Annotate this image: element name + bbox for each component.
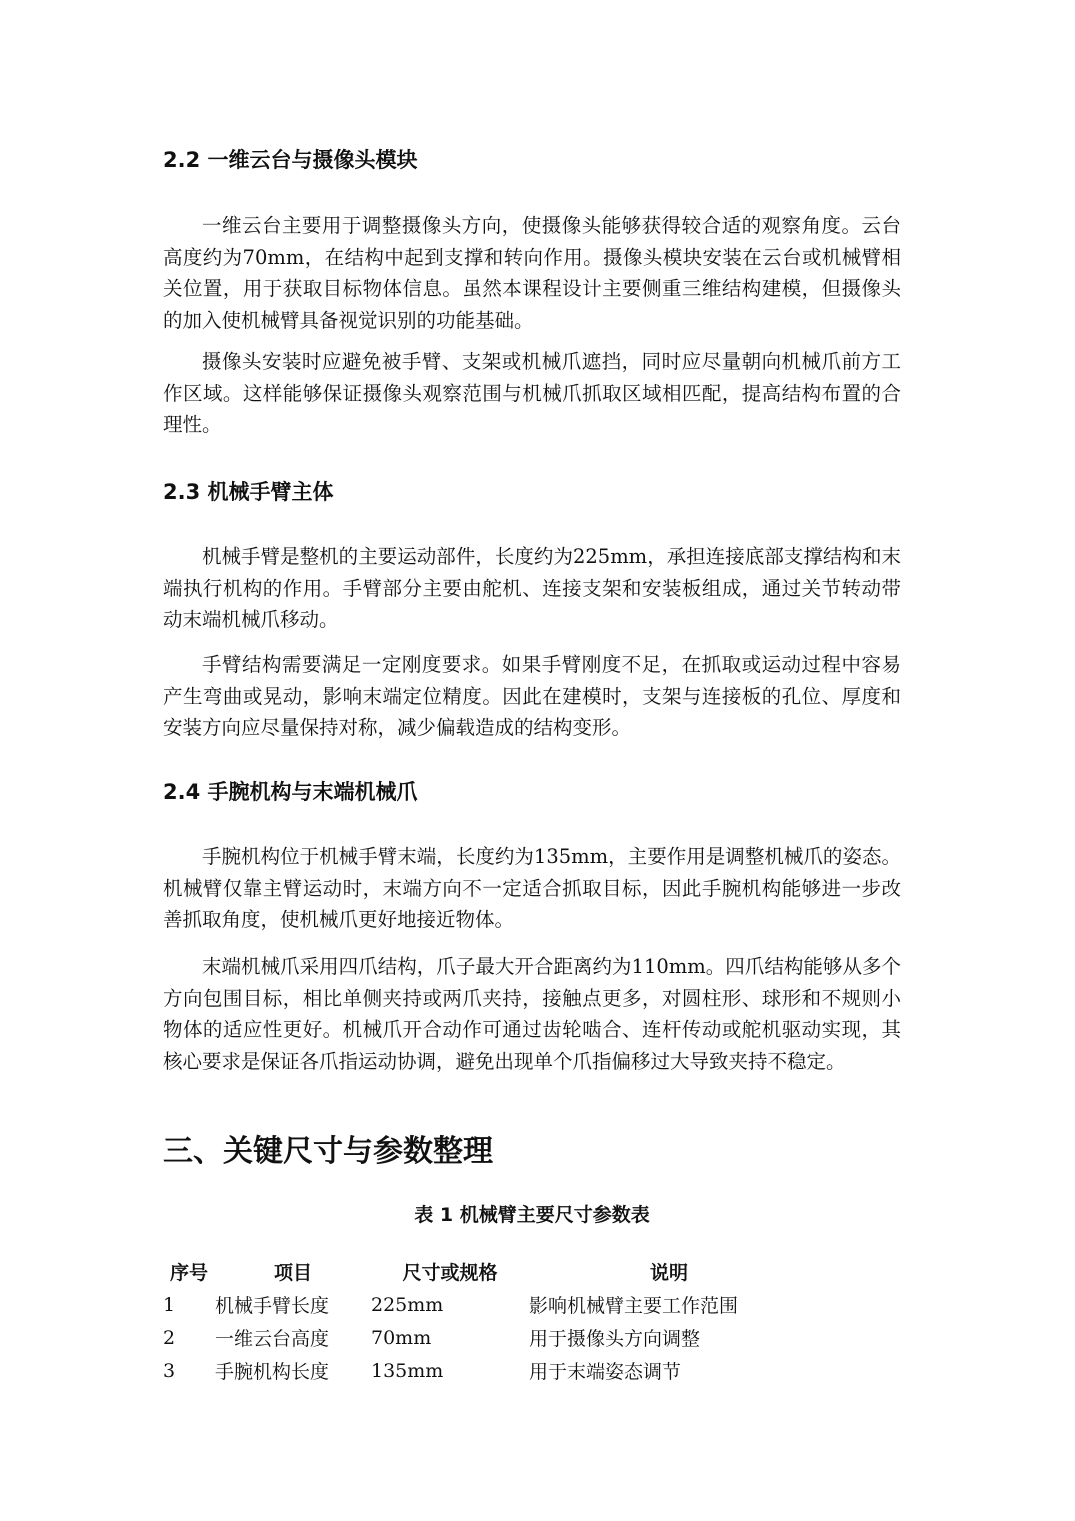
paragraph-2-4-2: 末端机械爪采用四爪结构，爪子最大开合距离约为110mm。四爪结构能够从多个方向包围目标，相比单侧夹持或两爪夹持，接触点更多，对圆柱形、球形和不规则小物体的适应性更好。机械爪开合动作可通过齿轮啮合、连杆传动或舵机驱动实现，其核心要求是保证各爪指运动协调，避免出现单个爪指偏移过大导致夹持不稳定。 — [163, 955, 901, 1073]
paragraph-2-3-2: 手臂结构需要满足一定刚度要求。如果手臂刚度不足，在抓取或运动过程中容易产生弯曲或晃动，影响末端定位精度。因此在建模时，支架与连接板的孔位、厚度和安装方向应尽量保持对称，减少偏载造成的结构变形。 — [163, 653, 901, 739]
paragraph-2-2-2: 摄像头安装时应避免被手臂、支架或机械爪遮挡，同时应尽量朝向机械爪前方工作区域。这样能够保证摄像头观察范围与机械爪抓取区域相匹配，提高结构布置的合理性。 — [163, 350, 901, 436]
cell-item: 一维云台高度 — [215, 1328, 330, 1350]
chapter-heading: 三、关键尺寸与参数整理 — [163, 1134, 493, 1169]
section-heading-2-2: 2.2 一维云台与摄像头模块 — [163, 148, 418, 172]
cell-description: 影响机械臂主要工作范围 — [529, 1295, 739, 1317]
cell-size: 70mm — [371, 1326, 432, 1349]
paragraph-2-4-1: 手腕机构位于机械手臂末端，长度约为135mm，主要作用是调整机械爪的姿态。机械臂仅靠主臂运动时，末端方向不一定适合抓取目标，因此手腕机构能够进一步改善抓取角度，使机械爪更好地接近物体。 — [163, 845, 901, 931]
cell-item: 机械手臂长度 — [215, 1295, 330, 1317]
table-row — [163, 1288, 809, 1321]
table-caption: 表 1 机械臂主要尺寸参数表 — [414, 1204, 650, 1226]
header-index: 序号 — [169, 1261, 208, 1284]
paragraph-2-3-1: 机械手臂是整机的主要运动部件，长度约为225mm，承担连接底部支撑结构和末端执行机构的作用。手臂部分主要由舵机、连接支架和安装板组成，通过关节转动带动末端机械爪移动。 — [163, 545, 901, 631]
header-item: 项目 — [273, 1261, 312, 1284]
paragraph-2-2-1: 一维云台主要用于调整摄像头方向，使摄像头能够获得较合适的观察角度。云台高度约为70mm，在结构中起到支撑和转向作用。摄像头模块安装在云台或机械臂相关位置，用于获取目标物体信息。虽然本课程设计主要侧重三维结构建模，但摄像头的加入使机械臂具备视觉识别的功能基础。 — [163, 214, 901, 332]
cell-index: 2 — [163, 1326, 176, 1349]
table-row — [163, 1354, 809, 1387]
header-description: 说明 — [649, 1261, 688, 1284]
cell-item: 手腕机构长度 — [215, 1361, 330, 1383]
table-row — [163, 1321, 809, 1354]
section-heading-2-3: 2.3 机械手臂主体 — [163, 480, 334, 504]
header-size: 尺寸或规格 — [402, 1261, 498, 1284]
parameters-table — [163, 1254, 809, 1387]
cell-description: 用于摄像头方向调整 — [529, 1328, 701, 1350]
cell-index: 3 — [163, 1359, 176, 1382]
cell-size: 135mm — [371, 1359, 444, 1382]
cell-description: 用于末端姿态调节 — [529, 1361, 682, 1383]
section-heading-2-4: 2.4 手腕机构与末端机械爪 — [163, 780, 418, 804]
cell-index: 1 — [163, 1293, 176, 1316]
cell-size: 225mm — [371, 1293, 444, 1316]
table-header-row — [163, 1254, 809, 1288]
